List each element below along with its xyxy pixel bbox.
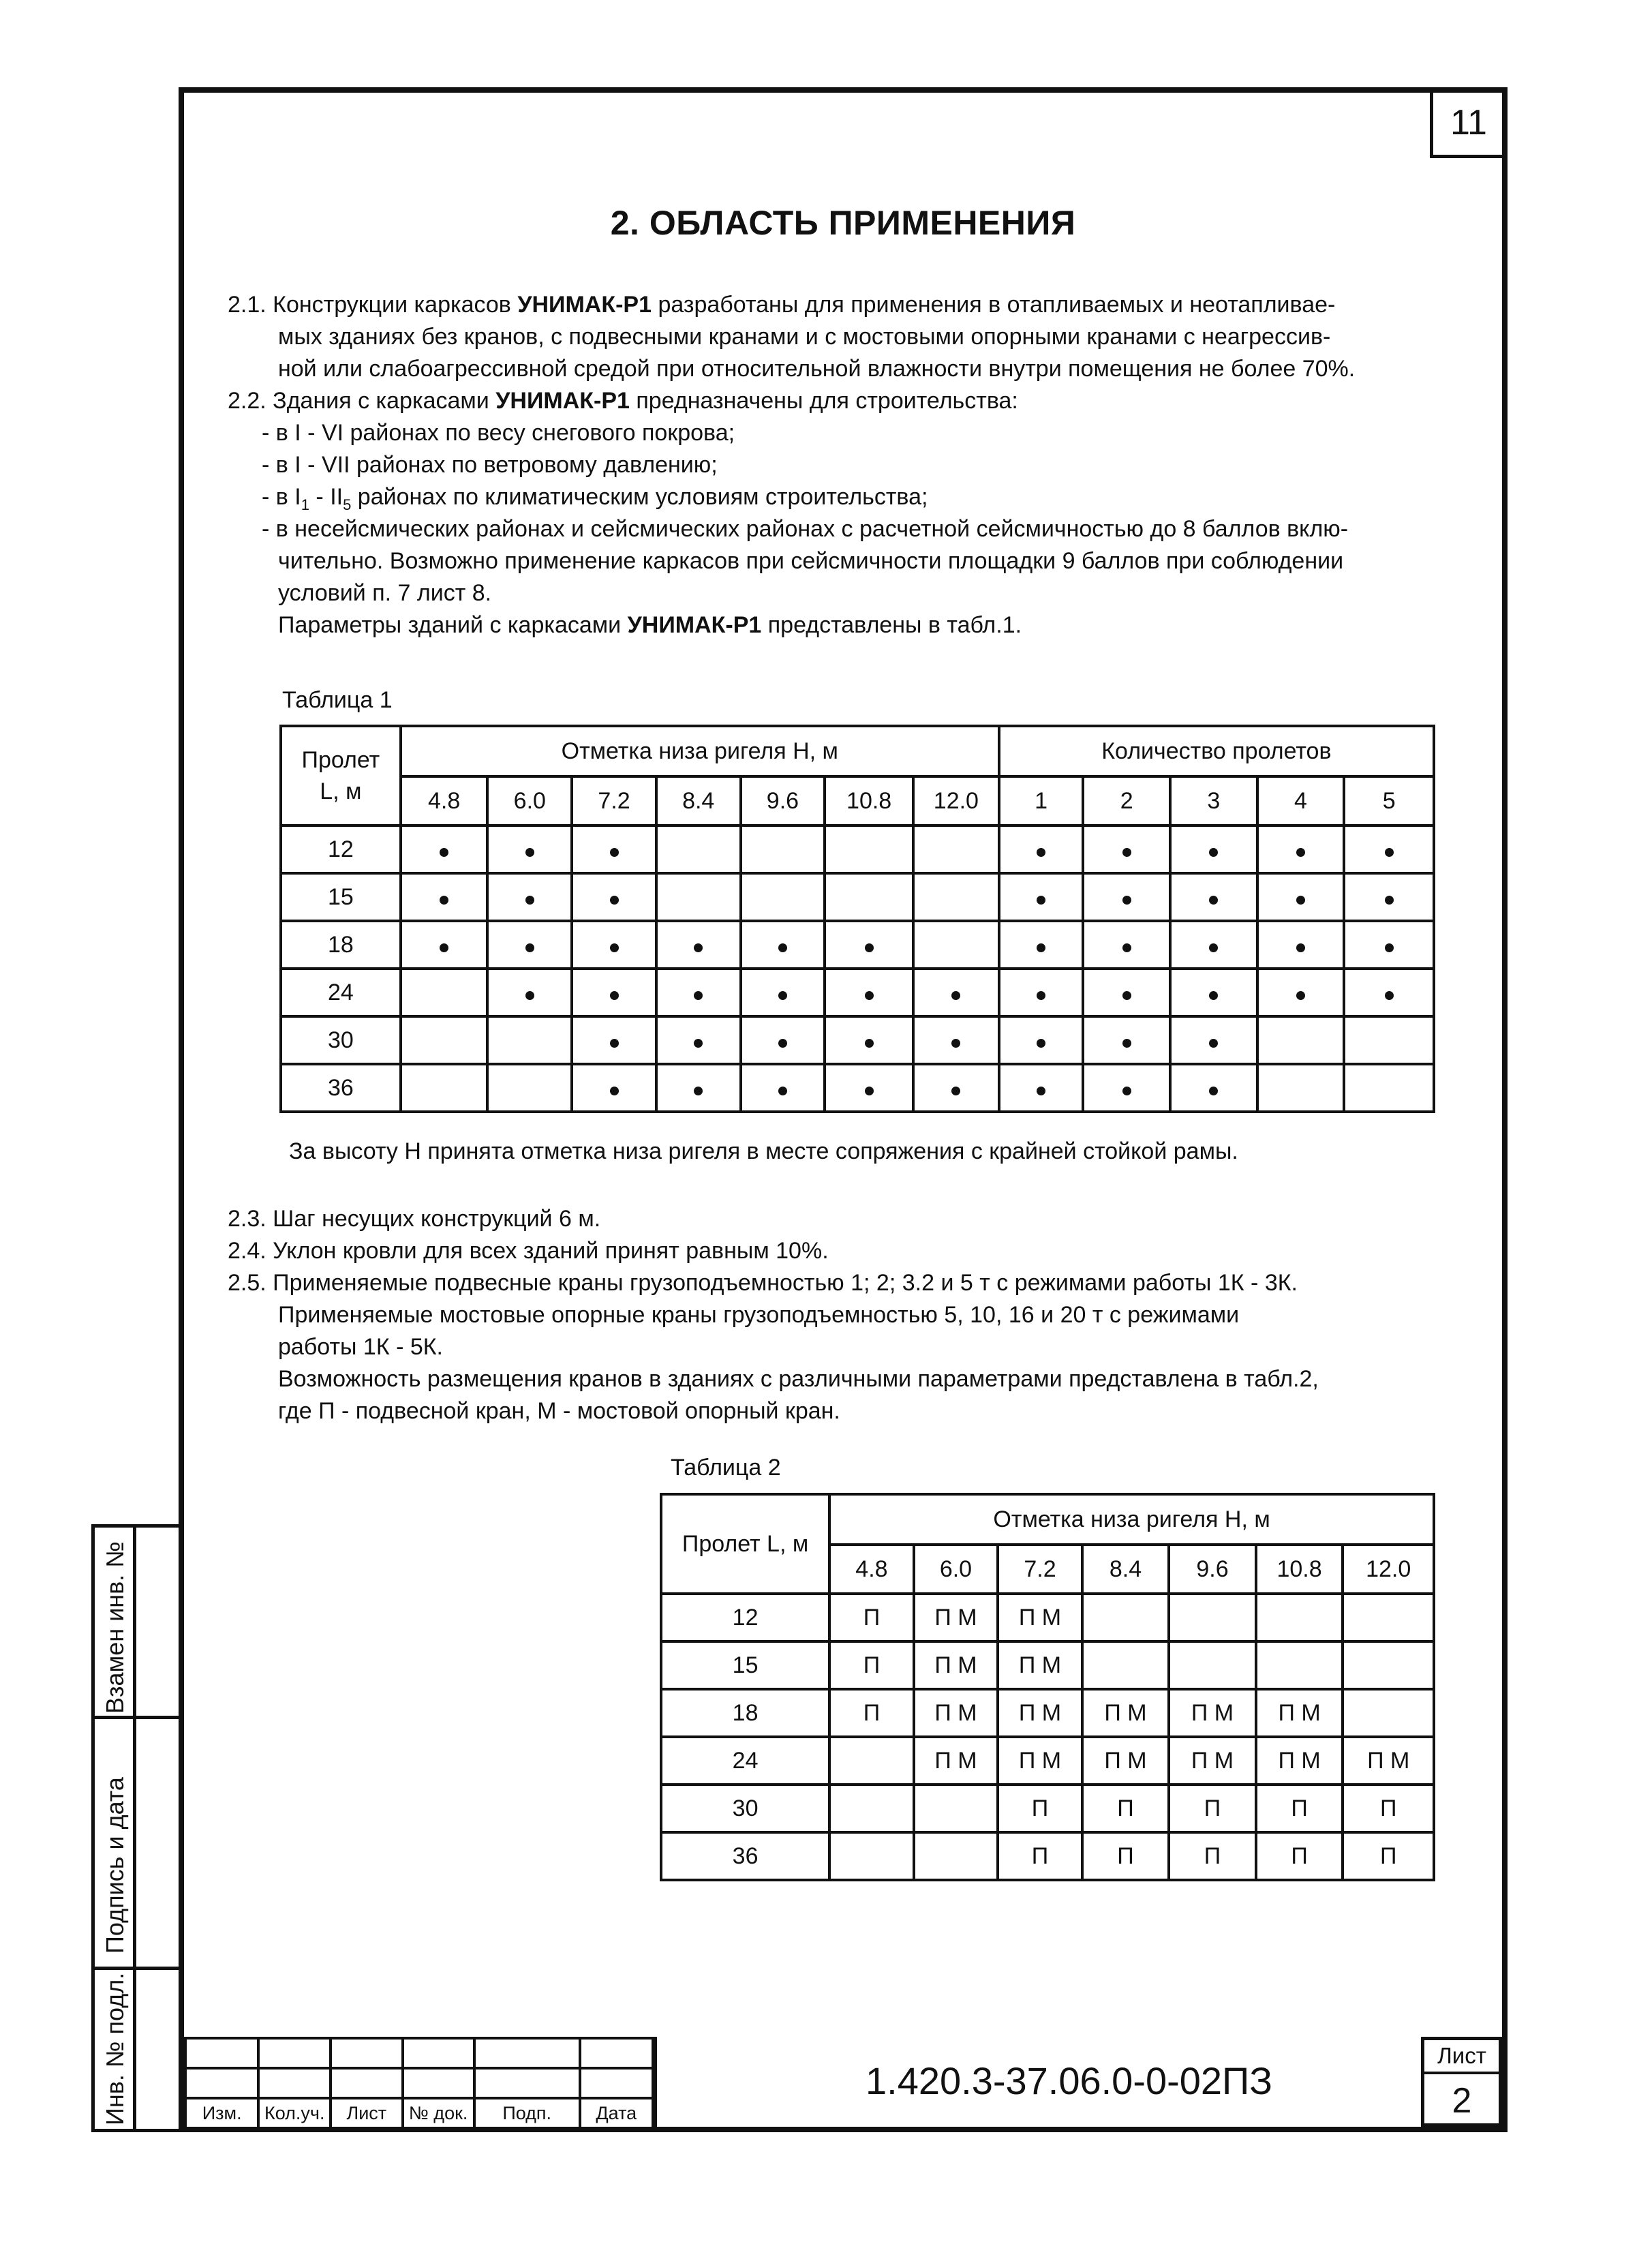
table2-crane-cell (829, 1832, 914, 1880)
table2-crane-cell: П (1343, 1785, 1434, 1832)
table1-mark-cell (1344, 873, 1434, 921)
table1-mark-cell (1257, 969, 1345, 1016)
table1-mark-cell (999, 825, 1084, 873)
bullet-dot-icon (694, 1039, 703, 1048)
table1-mark-cell (572, 1064, 656, 1112)
bullet-dot-icon (1385, 896, 1394, 905)
table1-mark-cell (572, 873, 656, 921)
para-2-5-line5: где П - подвесной кран, М - мостовой опорный кран. (278, 1398, 840, 1424)
table1-mark-cell (1344, 1016, 1434, 1064)
table1-height-col-header: 8.4 (656, 776, 741, 825)
table1-mark-cell (1257, 1064, 1345, 1112)
table1-mark-cell (741, 1016, 825, 1064)
table1 (279, 725, 1435, 1113)
document-code: 1.420.3-37.06.0-0-02ПЗ (866, 2059, 1273, 2102)
table1-mark-cell (487, 1016, 572, 1064)
table1-span-cell: 36 (281, 1064, 401, 1112)
table1-mark-cell (825, 825, 913, 873)
bullet-dot-icon (1385, 848, 1394, 857)
table2-crane-cell: П М (914, 1689, 998, 1737)
title-block-col-label: Кол.уч. (258, 2098, 331, 2128)
bullet-dot-icon (1122, 1039, 1131, 1048)
bullet-dot-icon (1122, 1087, 1131, 1095)
table2-crane-cell (1082, 1641, 1169, 1689)
text: представлены в табл.1. (761, 612, 1022, 638)
bullet-snow: - в I - VI районах по весу снегового покрова; (262, 420, 735, 446)
title-block-grid (184, 2037, 654, 2129)
table1-mark-cell (1257, 873, 1345, 921)
table1-height-col-header: 12.0 (913, 776, 999, 825)
table1-mark-cell (487, 969, 572, 1016)
text: - II (309, 484, 343, 510)
table2-caption: Таблица 2 (671, 1455, 781, 1481)
page-number-top: 11 (1430, 87, 1508, 158)
table2-crane-cell (914, 1785, 998, 1832)
sheet-number-box (1421, 2037, 1502, 2127)
bullet-dot-icon (610, 896, 619, 905)
table2-row (661, 1594, 1434, 1641)
table1-mark-cell (572, 1016, 656, 1064)
table1-mark-cell (1170, 1016, 1257, 1064)
table2-crane-cell: П М (1082, 1689, 1169, 1737)
bullet-dot-icon (1037, 896, 1045, 905)
bullet-dot-icon (778, 1039, 787, 1048)
table2-crane-cell: П М (914, 1594, 998, 1641)
para-number: 2.1. (228, 292, 266, 318)
table1-mark-cell (1170, 825, 1257, 873)
side-label-inv-original: Инв. № подл. (101, 1972, 129, 2125)
table2-row (661, 1641, 1434, 1689)
table1-mark-cell (1083, 873, 1170, 921)
table1-mark-cell (1083, 825, 1170, 873)
para-2-4: 2.4. Уклон кровли для всех зданий принят равным 10%. (228, 1238, 829, 1264)
table1-mark-cell (487, 825, 572, 873)
table1-mark-cell (913, 1064, 999, 1112)
para-2-3: 2.3. Шаг несущих конструкций 6 м. (228, 1206, 601, 1232)
title-block-col-label: № док. (403, 2098, 474, 2128)
bullet-dot-icon (865, 943, 874, 952)
table2-span-cell: 30 (661, 1785, 829, 1832)
table1-mark-cell (1344, 921, 1434, 969)
table1-mark-cell (1170, 921, 1257, 969)
title-block-col-label: Подп. (474, 2098, 580, 2128)
table2-span-cell: 15 (661, 1641, 829, 1689)
table1-span-cell: 30 (281, 1016, 401, 1064)
bullet-dot-icon (610, 1039, 619, 1048)
table1-span-cell: 18 (281, 921, 401, 969)
table1-count-col-header: 3 (1170, 776, 1257, 825)
table1-mark-cell (999, 1016, 1084, 1064)
brand-name: УНИМАК-Р1 (627, 612, 762, 638)
bullet-dot-icon (525, 943, 534, 952)
bullet-dot-icon (1037, 1039, 1045, 1048)
para-2-1-line1 (228, 289, 1335, 321)
bullet-dot-icon (1037, 848, 1045, 857)
para-2-1-line3: ной или слабоагрессивной средой при относительной влажности внутри помещения не более 70%. (278, 356, 1356, 382)
table1-span-cell: 24 (281, 969, 401, 1016)
table1-mark-cell (1170, 1064, 1257, 1112)
bullet-dot-icon (778, 1087, 787, 1095)
section-title: 2. ОБЛАСТЬ ПРИМЕНЕНИЯ (610, 204, 1076, 242)
bullet-dot-icon (1037, 943, 1045, 952)
table2-crane-cell: П (1082, 1785, 1169, 1832)
table2-crane-cell (1169, 1641, 1256, 1689)
table1-row (281, 969, 1434, 1016)
table1-mark-cell (656, 873, 741, 921)
table1-mark-cell (1083, 1016, 1170, 1064)
table2-crane-cell (1256, 1641, 1343, 1689)
side-label-replaced-inv: Взамен инв. № (101, 1541, 129, 1714)
bullet-dot-icon (1296, 896, 1305, 905)
para-2-5-line4: Возможность размещения кранов в зданиях с различными параметрами представлена в табл.2, (278, 1366, 1319, 1392)
table1-height-col-header: 9.6 (741, 776, 825, 825)
bullet-dot-icon (1209, 1039, 1218, 1048)
table2-crane-cell (829, 1737, 914, 1785)
para-text: Конструкции каркасов (273, 292, 518, 318)
para-text: Здания с каркасами (273, 388, 496, 414)
table1-mark-cell (999, 969, 1084, 1016)
table1-mark-cell (825, 873, 913, 921)
table1-count-group-header: Количество пролетов (999, 726, 1434, 776)
bullet-dot-icon (525, 896, 534, 905)
bullet-dot-icon (610, 1087, 619, 1095)
table2-crane-cell (1082, 1594, 1169, 1641)
bullet-dot-icon (1037, 991, 1045, 1000)
bullet-seismic-line2: чительно. Возможно применение каркасов при сейсмичности площадки 9 баллов при соблюдении (278, 548, 1344, 574)
table2-crane-cell: П М (998, 1594, 1082, 1641)
para-2-2-line1 (228, 385, 1018, 417)
table2-crane-cell: П М (1256, 1737, 1343, 1785)
bullet-dot-icon (694, 1087, 703, 1095)
bullet-seismic-line3: условий п. 7 лист 8. (278, 580, 492, 606)
bullet-dot-icon (865, 1087, 874, 1095)
bullet-dot-icon (951, 991, 960, 1000)
table2 (660, 1493, 1435, 1881)
table1-mark-cell (401, 825, 488, 873)
table1-mark-cell (913, 825, 999, 873)
table1-mark-cell (572, 825, 656, 873)
table1-mark-cell (401, 969, 488, 1016)
bullet-dot-icon (951, 1087, 960, 1095)
table1-mark-cell (487, 921, 572, 969)
table1-mark-cell (1257, 825, 1345, 873)
bullet-dot-icon (1385, 943, 1394, 952)
bullet-dot-icon (440, 943, 448, 952)
table2-crane-cell: П (1343, 1832, 1434, 1880)
table2-crane-cell: П (829, 1689, 914, 1737)
bullet-dot-icon (610, 991, 619, 1000)
bullet-dot-icon (1122, 896, 1131, 905)
text: районах по климатическим условиям строительства; (351, 484, 928, 510)
table2-crane-cell: П (998, 1785, 1082, 1832)
table2-span-header: Пролет L, м (661, 1494, 829, 1594)
table1-row (281, 873, 1434, 921)
table2-crane-cell: П М (1082, 1737, 1169, 1785)
table1-row (281, 1016, 1434, 1064)
table1-span-header (281, 726, 401, 825)
bullet-dot-icon (778, 943, 787, 952)
table1-mark-cell (401, 1016, 488, 1064)
bullet-dot-icon (694, 943, 703, 952)
table2-crane-cell: П М (998, 1641, 1082, 1689)
bullet-seismic-line1: - в несейсмических районах и сейсмических районах с расчетной сейсмичностью до 8 баллов вклю- (262, 516, 1349, 542)
table1-mark-cell (913, 969, 999, 1016)
table1-mark-cell (999, 873, 1084, 921)
table2-crane-cell: П М (1343, 1737, 1434, 1785)
bullet-dot-icon (865, 1039, 874, 1048)
table2-height-col-header: 8.4 (1082, 1545, 1169, 1594)
table2-crane-cell: П М (998, 1689, 1082, 1737)
bullet-dot-icon (440, 848, 448, 857)
table2-span-cell: 18 (661, 1689, 829, 1737)
bullet-dot-icon (1296, 943, 1305, 952)
table1-row (281, 825, 1434, 873)
bullet-dot-icon (778, 991, 787, 1000)
bullet-dot-icon (440, 896, 448, 905)
table1-mark-cell (825, 1016, 913, 1064)
table1-mark-cell (825, 921, 913, 969)
bullet-dot-icon (1209, 1087, 1218, 1095)
table1-mark-cell (401, 921, 488, 969)
table2-crane-cell: П М (1169, 1689, 1256, 1737)
params-reference (278, 609, 1022, 641)
table2-height-col-header: 9.6 (1169, 1545, 1256, 1594)
table2-crane-cell: П М (914, 1737, 998, 1785)
table2-crane-cell: П М (998, 1737, 1082, 1785)
table2-crane-cell (1256, 1594, 1343, 1641)
table2-height-col-header: 6.0 (914, 1545, 998, 1594)
bullet-dot-icon (525, 848, 534, 857)
bullet-dot-icon (1037, 1087, 1045, 1095)
table2-height-col-header: 12.0 (1343, 1545, 1434, 1594)
table1-mark-cell (401, 1064, 488, 1112)
table2-span-cell: 24 (661, 1737, 829, 1785)
table1-mark-cell (1344, 1064, 1434, 1112)
subscript: 1 (301, 496, 309, 513)
table1-height-col-header: 10.8 (825, 776, 913, 825)
para-2-5-line1: 2.5. Применяемые подвесные краны грузоподъемностью 1; 2; 3.2 и 5 т с режимами работы 1К - 3К. (228, 1270, 1298, 1296)
bullet-dot-icon (610, 848, 619, 857)
table1-height-group-header: Отметка низа ригеля H, м (401, 726, 999, 776)
table1-mark-cell (572, 969, 656, 1016)
bullet-dot-icon (694, 991, 703, 1000)
table1-mark-cell (1083, 1064, 1170, 1112)
bullet-dot-icon (1122, 991, 1131, 1000)
table1-count-col-header: 4 (1257, 776, 1345, 825)
bullet-dot-icon (525, 991, 534, 1000)
title-block-col-label: Лист (331, 2098, 402, 2128)
table1-height-col-header: 6.0 (487, 776, 572, 825)
table2-crane-cell: П (1169, 1785, 1256, 1832)
table1-mark-cell (1257, 921, 1345, 969)
table1-row (281, 1064, 1434, 1112)
table1-mark-cell (741, 1064, 825, 1112)
bullet-dot-icon (1209, 896, 1218, 905)
bullet-dot-icon (865, 991, 874, 1000)
table1-height-col-header: 7.2 (572, 776, 656, 825)
table1-mark-cell (741, 921, 825, 969)
para-number: 2.2. (228, 388, 266, 414)
title-block-col-label: Дата (580, 2098, 653, 2128)
table2-crane-cell: П (1082, 1832, 1169, 1880)
table1-mark-cell (401, 873, 488, 921)
table1-mark-cell (656, 1016, 741, 1064)
header-line: L, м (320, 778, 362, 804)
bullet-dot-icon (610, 943, 619, 952)
table1-mark-cell (1344, 969, 1434, 1016)
table1-mark-cell (1257, 1016, 1345, 1064)
bullet-dot-icon (1209, 991, 1218, 1000)
table2-crane-cell: П М (1256, 1689, 1343, 1737)
table1-mark-cell (913, 921, 999, 969)
para-2-5-line3: работы 1К - 5К. (278, 1334, 444, 1360)
table1-caption: Таблица 1 (282, 687, 393, 713)
bullet-dot-icon (1122, 943, 1131, 952)
table2-crane-cell: П М (1169, 1737, 1256, 1785)
table1-mark-cell (741, 873, 825, 921)
sheet-label: Лист (1424, 2040, 1499, 2074)
bullet-dot-icon (1296, 848, 1305, 857)
table1-count-col-header: 1 (999, 776, 1084, 825)
table2-row (661, 1689, 1434, 1737)
table1-span-cell: 12 (281, 825, 401, 873)
table2-crane-cell: П (1256, 1785, 1343, 1832)
table2-crane-cell: П (998, 1832, 1082, 1880)
left-side-stamp (91, 1524, 184, 2132)
table1-mark-cell (656, 1064, 741, 1112)
table2-span-cell: 36 (661, 1832, 829, 1880)
title-block (184, 2037, 1502, 2127)
table1-count-col-header: 5 (1344, 776, 1434, 825)
table1-count-col-header: 2 (1083, 776, 1170, 825)
bullet-dot-icon (1209, 943, 1218, 952)
table2-crane-cell: П (1169, 1832, 1256, 1880)
table2-crane-cell: П (829, 1594, 914, 1641)
table2-height-col-header: 7.2 (998, 1545, 1082, 1594)
table1-mark-cell (825, 969, 913, 1016)
table2-crane-cell: П М (914, 1641, 998, 1689)
table2-crane-cell: П (1256, 1832, 1343, 1880)
text: Параметры зданий с каркасами (278, 612, 628, 638)
table1-mark-cell (1344, 825, 1434, 873)
table1-span-cell: 15 (281, 873, 401, 921)
subscript: 5 (343, 496, 352, 513)
bullet-dot-icon (1296, 991, 1305, 1000)
bullet-dot-icon (1385, 991, 1394, 1000)
table1-mark-cell (741, 969, 825, 1016)
table1-mark-cell (999, 921, 1084, 969)
side-label-signature-date: Подпись и дата (101, 1777, 129, 1954)
title-block-col-label: Изм. (185, 2098, 258, 2128)
table1-mark-cell (572, 921, 656, 969)
table1-mark-cell (487, 873, 572, 921)
table2-crane-cell (1343, 1689, 1434, 1737)
table2-height-col-header: 10.8 (1256, 1545, 1343, 1594)
table1-note: За высоту H принята отметка низа ригеля в месте сопряжения с крайней стойкой рамы. (289, 1138, 1238, 1164)
table2-row (661, 1785, 1434, 1832)
table2-crane-cell (829, 1785, 914, 1832)
table2-crane-cell (1343, 1594, 1434, 1641)
bullet-dot-icon (1209, 848, 1218, 857)
para-2-1-line2: мых зданиях без кранов, с подвесными кранами и с мостовыми опорными кранами с неагрессив- (278, 324, 1331, 350)
table2-crane-cell (1343, 1641, 1434, 1689)
table2-height-col-header: 4.8 (829, 1545, 914, 1594)
brand-name: УНИМАК-Р1 (495, 388, 630, 414)
brand-name: УНИМАК-Р1 (517, 292, 652, 318)
table1-row (281, 921, 1434, 969)
bullet-wind: - в I - VII районах по ветровому давлению; (262, 452, 718, 478)
table1-mark-cell (913, 873, 999, 921)
table1-mark-cell (741, 825, 825, 873)
table1-mark-cell (1170, 873, 1257, 921)
para-text: предназначены для строительства: (629, 388, 1018, 414)
table1-mark-cell (656, 921, 741, 969)
table2-row (661, 1832, 1434, 1880)
table1-mark-cell (656, 825, 741, 873)
para-text: разработаны для применения в отапливаемых и неотапливае- (652, 292, 1336, 318)
table1-mark-cell (999, 1064, 1084, 1112)
bullet-dot-icon (951, 1039, 960, 1048)
table1-mark-cell (656, 969, 741, 1016)
bullet-dot-icon (1122, 848, 1131, 857)
table2-crane-cell (914, 1832, 998, 1880)
table1-mark-cell (825, 1064, 913, 1112)
table1-mark-cell (913, 1016, 999, 1064)
sheet-number: 2 (1452, 2081, 1472, 2121)
table2-crane-cell: П (829, 1641, 914, 1689)
table1-height-col-header: 4.8 (401, 776, 488, 825)
table2-height-group-header: Отметка низа ригеля H, м (829, 1494, 1434, 1545)
table2-crane-cell (1169, 1594, 1256, 1641)
title-block-divider (654, 2037, 657, 2127)
table2-row (661, 1737, 1434, 1785)
table1-mark-cell (1170, 969, 1257, 1016)
text: - в I (262, 484, 301, 510)
table1-mark-cell (487, 1064, 572, 1112)
table1-mark-cell (1083, 921, 1170, 969)
table1-mark-cell (1083, 969, 1170, 1016)
header-line: Пролет (301, 747, 380, 773)
para-2-5-line2: Применяемые мостовые опорные краны грузоподъемностью 5, 10, 16 и 20 т с режимами (278, 1302, 1240, 1328)
table2-span-cell: 12 (661, 1594, 829, 1641)
